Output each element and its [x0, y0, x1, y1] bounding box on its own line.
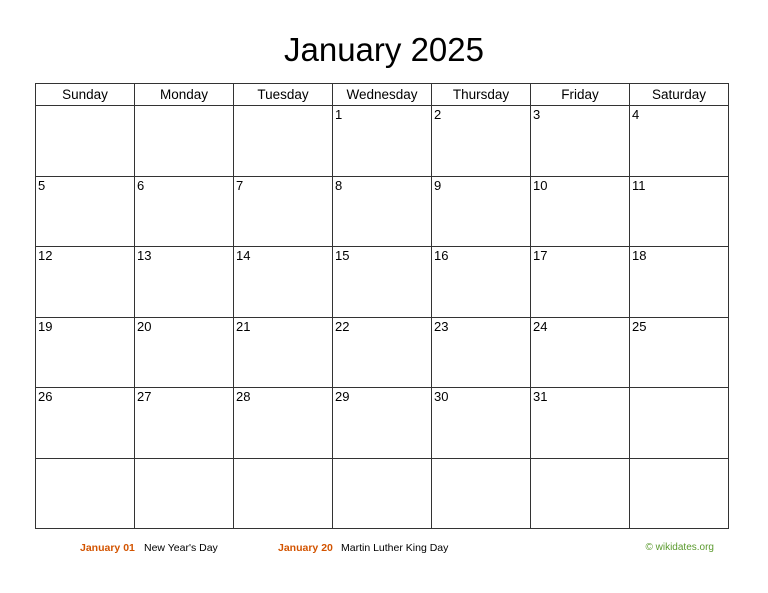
holiday-date: January 20 — [278, 542, 333, 554]
day-number: 8 — [335, 177, 343, 193]
day-cell — [531, 458, 630, 529]
page-title: January 2025 — [284, 31, 484, 68]
day-number: 23 — [434, 318, 449, 334]
weekday-header: Tuesday — [234, 84, 333, 106]
day-number: 14 — [236, 248, 251, 263]
day-number: 28 — [236, 389, 251, 404]
day-number — [531, 470, 533, 471]
day-cell — [135, 317, 234, 388]
calendar-grid — [35, 83, 729, 529]
day-cell — [432, 458, 531, 529]
day-number: 6 — [137, 177, 145, 193]
day-cell — [531, 176, 630, 247]
day-cell — [36, 388, 135, 459]
day-cell — [432, 388, 531, 459]
holiday-name: New Year's Day — [144, 542, 218, 554]
site-credit: © wikidates.org — [645, 542, 714, 553]
day-number — [234, 117, 236, 118]
week-row — [36, 388, 729, 459]
day-cell — [36, 247, 135, 318]
day-cell — [432, 317, 531, 388]
day-cell — [135, 388, 234, 459]
day-cell — [630, 388, 729, 459]
day-number: 1 — [335, 107, 343, 122]
day-number: 31 — [533, 389, 548, 404]
day-cell — [36, 458, 135, 529]
day-number: 3 — [533, 107, 541, 122]
day-number — [36, 470, 38, 471]
day-number: 9 — [434, 177, 442, 193]
day-number: 11 — [632, 177, 646, 193]
day-cell — [333, 317, 432, 388]
day-cell — [234, 458, 333, 529]
day-cell — [432, 176, 531, 247]
day-cell — [234, 106, 333, 177]
day-number: 16 — [434, 248, 449, 263]
day-number: 17 — [533, 248, 548, 263]
day-number — [234, 470, 236, 471]
day-number: 26 — [38, 389, 53, 404]
day-number: 13 — [137, 248, 152, 263]
day-number: 29 — [335, 389, 350, 404]
day-cell — [531, 247, 630, 318]
day-number: 22 — [335, 318, 350, 334]
day-number: 12 — [38, 248, 53, 263]
day-cell — [432, 106, 531, 177]
day-cell — [135, 176, 234, 247]
holiday-name: Martin Luther King Day — [341, 542, 449, 554]
weekday-header: Thursday — [432, 84, 531, 106]
day-cell — [333, 176, 432, 247]
holiday-date: January 01 — [80, 542, 135, 554]
day-number: 21 — [236, 318, 251, 334]
day-cell — [630, 458, 729, 529]
day-cell — [36, 317, 135, 388]
week-row — [36, 247, 729, 318]
day-cell — [432, 247, 531, 318]
day-number: 15 — [335, 248, 350, 263]
day-number: 2 — [434, 107, 442, 122]
day-cell — [135, 106, 234, 177]
day-number: 18 — [632, 248, 647, 263]
day-cell — [36, 176, 135, 247]
day-cell — [234, 388, 333, 459]
day-number: 5 — [38, 177, 46, 193]
day-number: 10 — [533, 177, 548, 193]
week-row — [36, 176, 729, 247]
day-number — [630, 399, 632, 400]
weekday-header-row — [36, 84, 729, 106]
day-cell — [234, 317, 333, 388]
day-cell — [333, 458, 432, 529]
day-number: 27 — [137, 389, 152, 404]
day-number — [135, 470, 137, 471]
day-number — [135, 117, 137, 118]
day-cell — [333, 388, 432, 459]
week-row — [36, 458, 729, 529]
day-number: 19 — [38, 318, 53, 334]
day-number: 30 — [434, 389, 449, 404]
day-cell — [531, 106, 630, 177]
day-number: 24 — [533, 318, 548, 334]
day-number: 7 — [236, 177, 244, 193]
weekday-header: Saturday — [630, 84, 729, 106]
day-number: 20 — [137, 318, 152, 334]
day-cell — [135, 247, 234, 318]
week-row — [36, 317, 729, 388]
day-cell — [630, 317, 729, 388]
weekday-header: Sunday — [36, 84, 135, 106]
day-cell — [234, 176, 333, 247]
day-cell — [135, 458, 234, 529]
day-cell — [630, 106, 729, 177]
day-number — [36, 117, 38, 118]
day-number: 25 — [632, 318, 647, 334]
day-number: 4 — [632, 107, 640, 122]
day-cell — [333, 106, 432, 177]
day-number — [630, 470, 632, 471]
day-number — [432, 470, 434, 471]
week-row — [36, 106, 729, 177]
day-number — [333, 470, 335, 471]
day-cell — [531, 317, 630, 388]
weekday-header: Friday — [531, 84, 630, 106]
day-cell — [333, 247, 432, 318]
weekday-header: Monday — [135, 84, 234, 106]
day-cell — [630, 247, 729, 318]
day-cell — [531, 388, 630, 459]
day-cell — [234, 247, 333, 318]
day-cell — [36, 106, 135, 177]
weekday-header: Wednesday — [333, 84, 432, 106]
day-cell — [630, 176, 729, 247]
